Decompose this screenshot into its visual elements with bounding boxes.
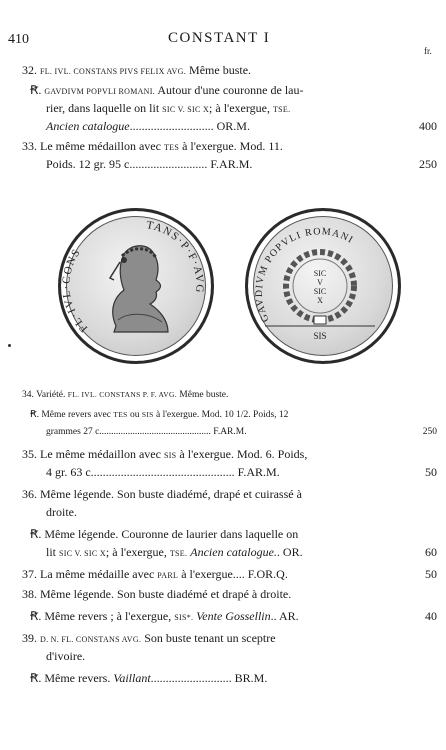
entry-text: Variété. [36, 390, 66, 400]
entry-text: La même médaille avec [40, 567, 155, 581]
page-number: 410 [8, 32, 29, 47]
source-reference: Ancien catalogue. [190, 545, 277, 559]
entry-text: à l'exergue [181, 567, 233, 581]
entry-number: 38. [22, 587, 37, 601]
entry-text: lit [46, 545, 57, 559]
entry-text: Même revers. [44, 671, 111, 685]
svg-text:GAVDIVM POPVLI ROMANI [254, 226, 356, 323]
exergue-text: SIS [313, 331, 327, 341]
entry-34-reverse-line-2 [46, 427, 247, 437]
entry-text: Même revers ; à l'exergue, [44, 609, 172, 623]
obverse-legend-right: TANS·P·F·AVG [145, 219, 206, 295]
entry-text: ; à l'exergue, [105, 545, 167, 559]
source-reference: Vente Gossellin [196, 609, 271, 623]
coin-legend: TSE. [169, 549, 188, 558]
source-reference: Vaillant [113, 671, 151, 685]
entry-text: Le même médaillon avec [40, 447, 161, 461]
metal-code: AR. [278, 609, 299, 623]
dot-leader: .. [270, 609, 277, 623]
svg-text:FL·IVL·CONS [60, 246, 90, 334]
entry-39-reverse [30, 671, 267, 686]
metal-code: OR.M. [216, 119, 250, 133]
coin-legend: SIS [141, 410, 154, 419]
entry-text: Autour d'une couronne de lau- [157, 83, 304, 97]
coin-legend: GAVDIVM POPVLI ROMANI. [44, 87, 156, 96]
entry-32 [22, 63, 251, 78]
price: 40 [425, 609, 437, 623]
coin-legend: D. N. FL. CONSTANS AVG. [40, 635, 142, 644]
entry-text: à l'exergue. Mod. 6. Poids, [179, 447, 308, 461]
entry-32-reverse-line-2 [46, 101, 290, 116]
wreath-text-3: SIC [313, 287, 327, 296]
entry-35-line-1 [22, 447, 307, 462]
entry-36-reverse-line-2 [46, 545, 303, 560]
coin-legend: PARL [157, 571, 179, 580]
entry-36-line-2: droite. [46, 505, 77, 519]
entry-text: Le même médaillon avec [40, 139, 161, 153]
reverse-legend: GAVDIVM POPVLI ROMANI [253, 226, 356, 324]
entry-number: 37. [22, 567, 37, 581]
dot-leader: ............................ [129, 119, 214, 133]
entry-37 [22, 567, 288, 582]
price: 50 [425, 567, 437, 581]
coin-legend: TES [163, 143, 180, 152]
price: 250 [422, 427, 437, 437]
entry-text: rier, dans laquelle on lit [46, 101, 160, 115]
metal-code: OR. [282, 545, 303, 559]
entry-34 [22, 390, 228, 400]
entry-text: à l'exergue. Mod. 11. [182, 139, 283, 153]
metal-code: F.AR.M. [213, 427, 247, 437]
coin-legend: FL. IVL. CONSTANS P. F. AVG. [67, 390, 177, 399]
entry-text: Même légende. Couronne de laurier dans laquelle on [44, 527, 299, 541]
coin-obverse-drawing [58, 208, 208, 358]
entry-text: Poids. 12 gr. 95 c [46, 157, 130, 171]
price: 50 [425, 465, 437, 479]
price: 400 [419, 119, 437, 133]
entry-text: grammes 27 c [46, 427, 100, 437]
entry-36-line-1 [22, 487, 302, 502]
entry-32-reverse-line-3 [46, 119, 250, 134]
entry-36-reverse-line-1 [30, 527, 298, 542]
dot-leader: .......................... [129, 157, 208, 171]
entry-35-line-2 [46, 465, 280, 480]
coin-legend: SIC V. SIC X [59, 549, 106, 558]
wreath-text-4: X [317, 296, 323, 305]
print-speck [8, 344, 11, 347]
entry-number: 35. [22, 447, 37, 461]
entry-32-reverse-line-1 [30, 83, 304, 98]
dot-leader: . [276, 545, 280, 559]
entry-text: Même légende. Son buste diadémé et drapé à droite. [40, 587, 292, 601]
coin-reverse-illustration [245, 208, 401, 364]
reverse-mark: Ꞧ. [30, 410, 39, 420]
metal-code: BR.M. [234, 671, 268, 685]
entry-text: 4 gr. 63 c [46, 465, 91, 479]
entry-text: Même buste. [189, 63, 252, 77]
coin-obverse-illustration [58, 208, 214, 364]
entry-text: ou [129, 410, 140, 420]
price: 60 [425, 545, 437, 559]
coin-legend: TSE. [272, 105, 291, 114]
metal-code: F.AR.M. [210, 157, 253, 171]
dot-leader: ........................... [150, 671, 232, 685]
wreath-text-1: SIC [313, 269, 327, 278]
coin-reverse-drawing [245, 208, 395, 358]
reverse-mark: Ꞧ. [30, 609, 42, 623]
entry-number: 33. [22, 139, 37, 153]
metal-code: F.OR.Q. [247, 567, 288, 581]
dot-leader: .... [232, 567, 245, 581]
entry-text: Son buste tenant un sceptre [144, 631, 276, 645]
reverse-mark: Ꞧ. [30, 527, 42, 541]
coin-legend: SIS*. [174, 613, 194, 622]
entry-text: à l'exergue. Mod. 10 1/2. Poids, 12 [155, 410, 289, 420]
obverse-legend-left: FL·IVL·CONS [60, 246, 91, 335]
running-head: CONSTANT I [168, 30, 271, 46]
entry-text: Même revers avec [41, 410, 111, 420]
entry-text: ; à l'exergue, [209, 101, 270, 115]
coin-legend: SIS [163, 451, 177, 460]
entry-33-line-1 [22, 139, 283, 154]
price: 250 [419, 157, 437, 171]
entry-text: Même buste. [179, 390, 229, 400]
entry-34-reverse-line-1 [30, 409, 288, 420]
entry-39-line-2: d'ivoire. [46, 649, 86, 663]
metal-code: F.AR.M. [237, 465, 280, 479]
coin-legend: FL. IVL. CONSTANS PIVS FELIX AVG. [40, 67, 187, 76]
entry-number: 32. [22, 63, 37, 77]
entry-number: 36. [22, 487, 37, 501]
entry-39-line-1 [22, 631, 276, 646]
dot-leader: ................................................ [90, 465, 235, 479]
entry-33-line-2 [46, 157, 252, 172]
source-reference: Ancien catalogue [46, 119, 130, 133]
entry-number: 39. [22, 631, 37, 645]
wreath-text-2: V [317, 278, 323, 287]
reverse-mark: Ꞧ. [30, 83, 42, 97]
dot-leader: ............................................... [99, 427, 211, 437]
coin-legend: SIC V. SIC X [162, 105, 210, 114]
reverse-mark: Ꞧ. [30, 671, 42, 685]
entry-38 [22, 587, 291, 602]
entry-text: Même légende. Son buste diadémé, drapé et cuirassé à [40, 487, 302, 501]
currency-unit: fr. [424, 46, 432, 56]
entry-number: 34. [22, 390, 34, 400]
entry-38-reverse [30, 609, 299, 624]
coin-legend: TES [113, 410, 128, 419]
